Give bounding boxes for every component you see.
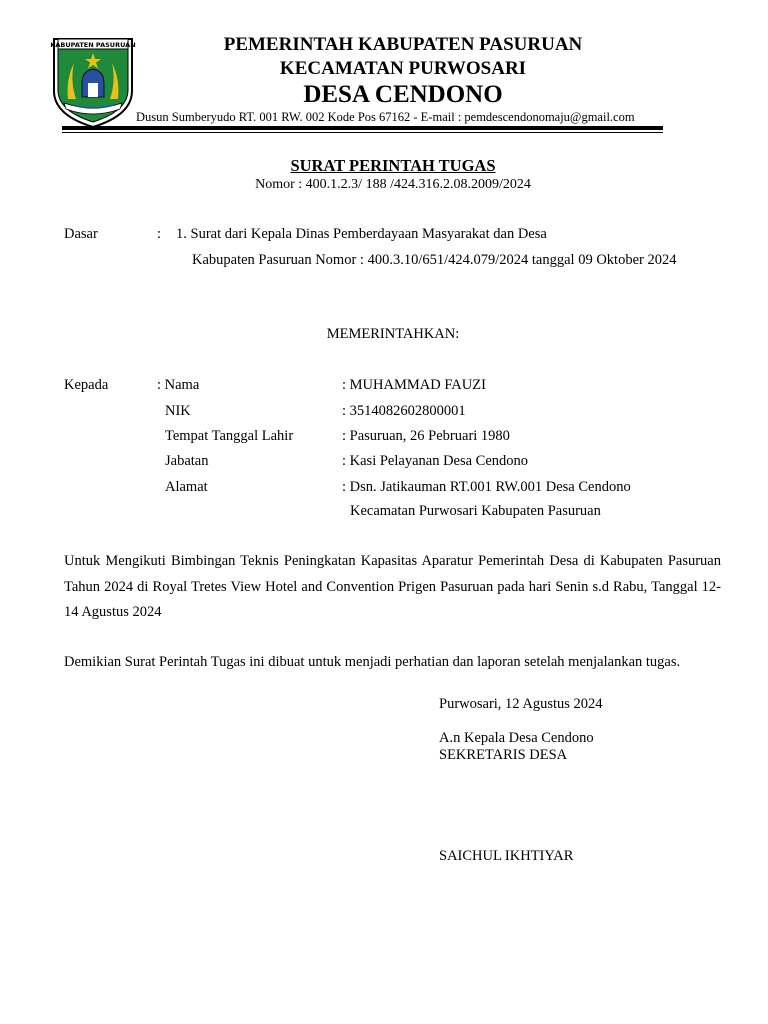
dasar-item-1: 1. Surat dari Kepala Dinas Pemberdayaan Masyarakat dan Desa <box>176 226 547 242</box>
field-label-position: Jabatan <box>165 453 209 469</box>
dasar-item-1-continued: Kabupaten Pasuruan Nomor : 400.3.10/651/424.079/2024 tanggal 09 Oktober 2024 <box>192 252 677 268</box>
dasar-label: Dasar <box>64 226 98 242</box>
field-value-address: : Dsn. Jatikauman RT.001 RW.001 Desa Cendono <box>342 479 631 495</box>
address-line: Dusun Sumberyudo RT. 001 RW. 002 Kode Pos 67162 - E-mail : pemdescendonomaju@gmail.com <box>136 110 635 124</box>
header-rule-thick <box>62 126 663 130</box>
letter-title: SURAT PERINTAH TUGAS <box>290 156 496 175</box>
field-value-birth: : Pasuruan, 26 Pebruari 1980 <box>342 428 510 444</box>
regency-emblem-logo <box>50 33 136 129</box>
purpose-paragraph: Untuk Mengikuti Bimbingan Teknis Peningkatan Kapasitas Aparatur Pemerintah Desa di Kabupaten Pasuruan Tahun 2024 di Royal Tretes View Hotel and Convention Prigen Pasuruan pada hari Senin s.d Rabu, Tanggal 12-14 Agustus 2024 <box>64 553 721 620</box>
village-heading: DESA CENDONO <box>303 81 503 108</box>
command-heading: MEMERINTAHKAN: <box>326 326 460 342</box>
field-label-address: Alamat <box>165 479 208 495</box>
field-value-position: : Kasi Pelayanan Desa Cendono <box>342 453 529 469</box>
closing-paragraph: Demikian Surat Perintah Tugas ini dibuat untuk menjadi perhatian dan laporan setelah menjalankan tugas. <box>64 654 681 670</box>
kepada-label: Kepada <box>64 377 109 393</box>
signature-place-date: Purwosari, 12 Agustus 2024 <box>439 696 603 712</box>
logo-caption: KABUPATEN PASURUAN <box>50 41 136 49</box>
subdistrict-heading: KECAMATAN PURWOSARI <box>279 58 527 79</box>
header-rule-thin <box>62 132 663 133</box>
field-label-nik: NIK <box>165 403 191 419</box>
field-label-name: : Nama <box>157 377 200 393</box>
field-label-birth: Tempat Tanggal Lahir <box>165 428 294 444</box>
field-value-name: : MUHAMMAD FAUZI <box>342 377 486 393</box>
field-value-nik: : 3514082602800001 <box>342 403 466 419</box>
dasar-colon: : <box>157 226 162 242</box>
signatory-name: SAICHUL IKHTIYAR <box>439 848 574 864</box>
field-value-address-line2: Kecamatan Purwosari Kabupaten Pasuruan <box>350 503 601 519</box>
signature-on-behalf: A.n Kepala Desa Cendono <box>439 730 594 746</box>
signature-position: SEKRETARIS DESA <box>439 747 568 763</box>
government-heading: PEMERINTAH KABUPATEN PASURUAN <box>223 34 583 55</box>
letter-number: Nomor : 400.1.2.3/ 188 /424.316.2.08.2009/2024 <box>255 177 531 192</box>
